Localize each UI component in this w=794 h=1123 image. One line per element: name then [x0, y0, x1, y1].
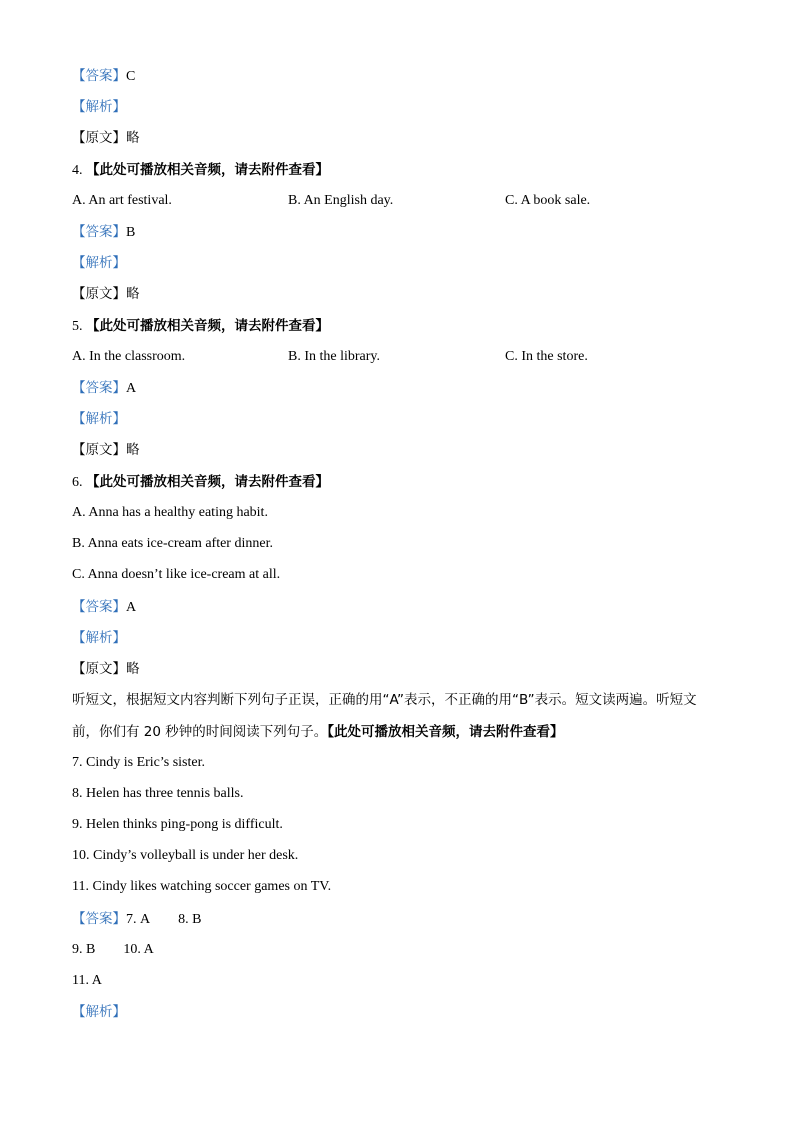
answer-label: 【答案】: [72, 224, 126, 240]
section2-instruction-line1: 听短文，根据短文内容判断下列句子正误，正确的用“A”表示，不正确的用“B”表示。短文读两遍。听短文: [72, 692, 697, 708]
statement-7: 7. Cindy is Eric’s sister.: [72, 755, 205, 770]
q4-option-b: B. An English day.: [288, 193, 394, 208]
answer-8: 8. B: [178, 912, 202, 927]
analysis-label: 【解析】: [72, 255, 126, 271]
q4-answer-line: [72, 222, 135, 243]
q6-answer-value: A: [126, 600, 137, 615]
original-label: 【原文】: [72, 130, 126, 146]
analysis-label: 【解析】: [72, 1004, 126, 1020]
analysis-label: 【解析】: [72, 630, 126, 646]
answer-label: 【答案】: [72, 380, 126, 396]
q6-analysis-line: [72, 628, 126, 649]
q3-original-line: [72, 128, 140, 149]
q4-original-line: [72, 284, 140, 305]
answer-label: 【答案】: [72, 911, 126, 927]
q5-analysis-line: [72, 409, 126, 430]
audio-placeholder: 【此处可播放相关音频，请去附件查看】: [86, 474, 329, 490]
audio-placeholder: 【此处可播放相关音频，请去附件查看】: [86, 318, 329, 334]
section2-instruction-line2: [72, 722, 564, 743]
q4-number: 4.: [72, 163, 83, 178]
q6-original-line: [72, 659, 140, 680]
q3-answer-value: C: [126, 69, 136, 84]
q5-number: 5.: [72, 319, 83, 334]
q5-original-line: [72, 440, 140, 461]
section2-answer-line-2: [72, 940, 154, 960]
audio-placeholder: 【此处可播放相关音频，请去附件查看】: [327, 724, 564, 740]
answer-10: 10. A: [123, 942, 154, 957]
q5-answer-value: A: [126, 381, 137, 396]
q4-option-c: C. A book sale.: [505, 193, 591, 208]
statement-8: 8. Helen has three tennis balls.: [72, 786, 244, 801]
q6-stem: [72, 472, 329, 493]
original-value: 略: [126, 661, 140, 677]
q6-option-c: C. Anna doesn’t like ice-cream at all.: [72, 567, 281, 582]
q5-option-b: B. In the library.: [288, 349, 381, 364]
instruction-text: 前，你们有 20 秒钟的时间阅读下列句子。: [72, 724, 328, 740]
original-value: 略: [126, 286, 140, 302]
q5-stem: [72, 316, 329, 337]
statement-11: 11. Cindy likes watching soccer games on TV.: [72, 879, 332, 894]
statement-9: 9. Helen thinks ping-pong is difficult.: [72, 817, 283, 832]
original-label: 【原文】: [72, 286, 126, 302]
q4-option-a: A. An art festival.: [72, 193, 172, 208]
q5-option-a: A. In the classroom.: [72, 349, 186, 364]
original-label: 【原文】: [72, 442, 126, 458]
section2-answer-line: [72, 909, 201, 930]
original-value: 略: [126, 130, 140, 146]
section2-analysis-line: [72, 1002, 126, 1023]
q6-option-a: A. Anna has a healthy eating habit.: [72, 505, 268, 520]
answer-label: 【答案】: [72, 599, 126, 615]
audio-placeholder: 【此处可播放相关音频，请去附件查看】: [86, 162, 329, 178]
answer-9: 9. B: [72, 942, 96, 957]
q4-analysis-line: [72, 253, 126, 274]
q3-analysis-line: [72, 97, 126, 118]
original-value: 略: [126, 442, 140, 458]
answer-11: 11. A: [72, 973, 102, 988]
answer-7: 7. A: [126, 912, 151, 927]
statement-10: 10. Cindy’s volleyball is under her desk.: [72, 848, 299, 863]
q6-option-b: B. Anna eats ice-cream after dinner.: [72, 536, 273, 551]
q3-answer-line: [72, 66, 135, 87]
q4-answer-value: B: [126, 225, 136, 240]
q5-option-c: C. In the store.: [505, 349, 588, 364]
q6-number: 6.: [72, 475, 83, 490]
q4-stem: [72, 160, 329, 181]
analysis-label: 【解析】: [72, 411, 126, 427]
original-label: 【原文】: [72, 661, 126, 677]
q5-answer-line: [72, 378, 136, 399]
analysis-label: 【解析】: [72, 99, 126, 115]
answer-label: 【答案】: [72, 68, 126, 84]
q6-answer-line: [72, 597, 136, 618]
